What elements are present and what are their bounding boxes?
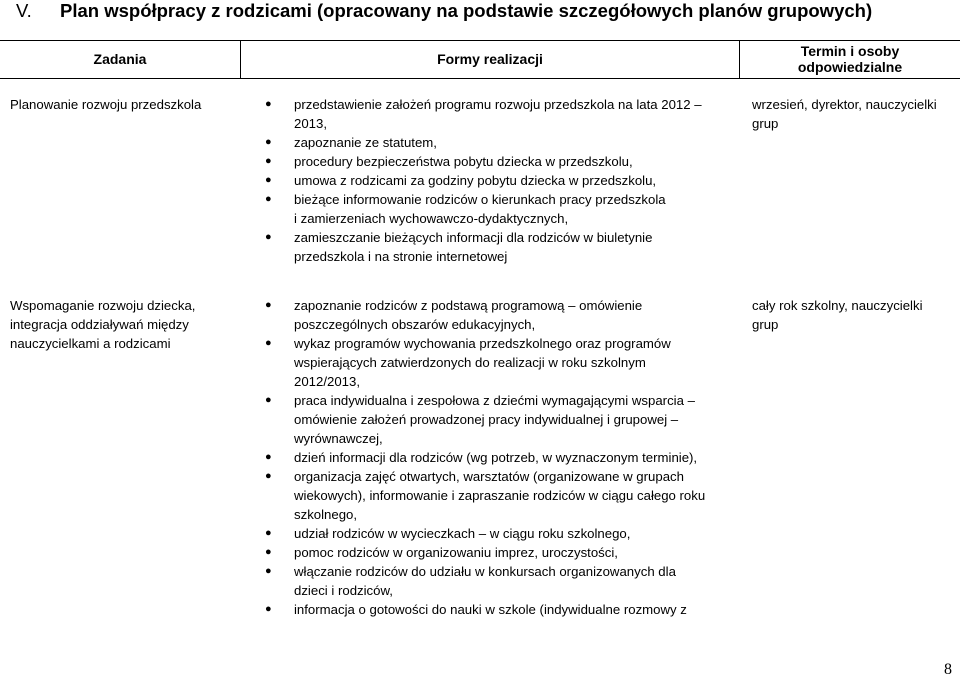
- section-number: V.: [16, 0, 32, 21]
- task-cell: [10, 95, 235, 114]
- task-text: nauczycielkami a rodzicami: [10, 336, 171, 351]
- list-item: [262, 562, 740, 600]
- list-item-line: zamieszczanie bieżących informacji dla rodziców w biuletynie: [294, 230, 653, 245]
- bullet-icon: ●: [265, 470, 272, 482]
- table-header-border: [0, 78, 960, 79]
- header-term-line: odpowiedzialne: [797, 59, 903, 75]
- list-item-line: poszczególnych obszarów edukacyjnych,: [294, 317, 536, 332]
- list-item-line: zapoznanie rodziców z podstawą programową – omówienie: [294, 298, 643, 313]
- header-tasks: Zadania: [0, 40, 241, 78]
- bullet-icon: ●: [265, 603, 272, 615]
- bullet-icon: ●: [265, 98, 272, 110]
- list-item: [262, 190, 740, 228]
- bullet-icon: ●: [265, 155, 272, 167]
- bullet-icon: ●: [265, 174, 272, 186]
- term-cell: [752, 296, 956, 334]
- section-title: Plan współpracy z rodzicami (opracowany na podstawie szczegółowych planów grupowych): [60, 0, 873, 21]
- bullet-icon: ●: [265, 299, 272, 311]
- bullet-icon: ●: [265, 451, 272, 463]
- list-item-line: przedstawienie założeń programu rozwoju przedszkola na lata 2012 –: [294, 97, 702, 112]
- task-text: Planowanie rozwoju przedszkola: [10, 97, 202, 112]
- list-item: [262, 171, 740, 190]
- forms-list: [262, 296, 740, 619]
- list-item-line: procedury bezpieczeństwa pobytu dziecka w przedszkolu,: [294, 154, 633, 169]
- list-item-line: przedszkola i na stronie internetowej: [294, 249, 508, 264]
- header-forms: Formy realizacji: [241, 40, 740, 78]
- list-item-line: włączanie rodziców do udziału w konkursach organizowanych dla: [294, 564, 676, 579]
- bullet-icon: ●: [265, 231, 272, 243]
- list-item: [262, 391, 740, 448]
- bullet-icon: ●: [265, 136, 272, 148]
- list-item: [262, 152, 740, 171]
- list-item-line: szkolnego,: [294, 507, 358, 522]
- list-item-line: 2013,: [294, 116, 328, 131]
- list-item-line: omówienie założeń prowadzonej pracy indywidualnej i grupowej –: [294, 412, 679, 427]
- term-cell: [752, 95, 956, 133]
- list-item-line: umowa z rodzicami za godziny pobytu dziecka w przedszkolu,: [294, 173, 657, 188]
- bullet-icon: ●: [265, 565, 272, 577]
- page-number: 8: [944, 661, 952, 678]
- term-line: wrzesień, dyrektor, nauczycielki: [752, 97, 937, 112]
- term-line: grup: [752, 317, 779, 332]
- task-text: integracja oddziaływań między: [10, 317, 189, 332]
- table-header-row: [0, 40, 960, 78]
- term-line: cały rok szkolny, nauczycielki: [752, 298, 923, 313]
- list-item-line: 2012/2013,: [294, 374, 361, 389]
- bullet-icon: ●: [265, 337, 272, 349]
- list-item-line: i zamierzeniach wychowawczo-dydaktycznych,: [294, 211, 569, 226]
- list-item: [262, 448, 740, 467]
- list-item: [262, 228, 740, 266]
- list-item: [262, 95, 740, 133]
- header-term-line: Termin i osoby: [800, 43, 900, 59]
- task-cell: [10, 296, 235, 353]
- list-item-line: wykaz programów wychowania przedszkolnego oraz programów: [294, 336, 671, 351]
- list-item: [262, 334, 740, 391]
- list-item: [262, 600, 740, 619]
- list-item-line: praca indywidualna i zespołowa z dziećmi wymagającymi wsparcia –: [294, 393, 695, 408]
- list-item-line: informacja o gotowości do nauki w szkole (indywidualne rozmowy z: [294, 602, 687, 617]
- list-item-line: zapoznanie ze statutem,: [294, 135, 437, 150]
- section-heading: [16, 0, 956, 26]
- header-term: [740, 40, 960, 78]
- list-item-line: bieżące informowanie rodziców o kierunkach pracy przedszkola: [294, 192, 666, 207]
- list-item: [262, 467, 740, 524]
- term-line: grup: [752, 116, 779, 131]
- list-item-line: udział rodziców w wycieczkach – w ciągu roku szkolnego,: [294, 526, 631, 541]
- list-item: [262, 133, 740, 152]
- bullet-icon: ●: [265, 394, 272, 406]
- bullet-icon: ●: [265, 193, 272, 205]
- list-item-line: wyrównawczej,: [294, 431, 383, 446]
- list-item-line: wspierających zatwierdzonych do realizacji w roku szkolnym: [294, 355, 646, 370]
- list-item: [262, 543, 740, 562]
- bullet-icon: ●: [265, 527, 272, 539]
- bullet-icon: ●: [265, 546, 272, 558]
- list-item-line: pomoc rodziców w organizowaniu imprez, uroczystości,: [294, 545, 618, 560]
- task-text: Wspomaganie rozwoju dziecka,: [10, 298, 196, 313]
- list-item-line: organizacja zajęć otwartych, warsztatów (organizowane w grupach: [294, 469, 684, 484]
- list-item-line: dzień informacji dla rodziców (wg potrzeb, w wyznaczonym terminie),: [294, 450, 698, 465]
- list-item: [262, 296, 740, 334]
- list-item: [262, 524, 740, 543]
- list-item-line: dzieci i rodziców,: [294, 583, 393, 598]
- forms-list: [262, 95, 740, 266]
- list-item-line: wiekowych), informowanie i zapraszanie rodziców w ciągu całego roku: [294, 488, 706, 503]
